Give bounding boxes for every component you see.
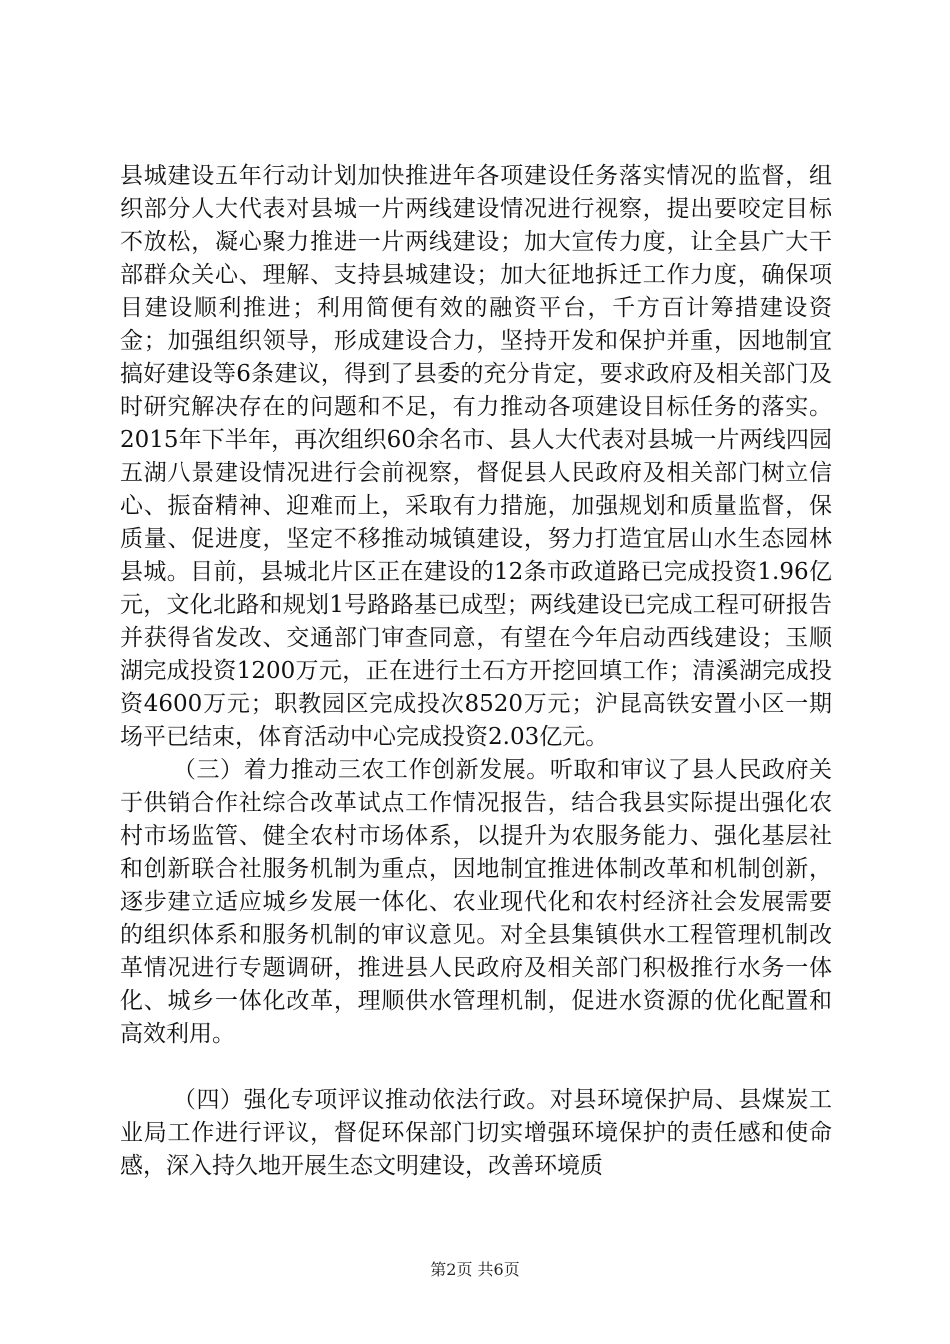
paragraph-section-three: （三）着力推动三农工作创新发展。听取和审议了县人民政府关于供销合作社综合改革试点工作情况报告，结合我县实际提出强化农村市场监管、健全农村市场体系，以提升为农服务能力、强化基层社和创新联合社服务机制为重点，因地制宜推进体制改革和机制创新，逐步建立适应城乡发展一体化、农业现代化和农村经济社会发展需要的组织体系和服务机制的审议意见。对全县集镇供水工程管理机制改革情况进行专题调研，推进县人民政府及相关部门积极推行水务一体化、城乡一体化改革，理顺供水管理机制，促进水资源的优化配置和高效利用。 [120,757,832,1047]
paragraph-urban-construction: 县城建设五年行动计划加快推进年各项建设任务落实情况的监督，组织部分人大代表对县城一片两线建设情况进行视察，提出要咬定目标不放松，凝心聚力推进一片两线建设；加大宣传力度，让全县广大干部群众关心、理解、支持县城建设；加大征地拆迁工作力度，确保项目建设顺利推进；利用简便有效的融资平台，千方百计筹措建设资金；加强组织领导，形成建设合力，坚持开发和保护并重，因地制宜搞好建设等6条建议，得到了县委的充分肯定，要求政府及相关部门及时研究解决存在的问题和不足，有力推动各项建设目标任务的落实。2015年下半年，再次组织60余名市、县人大代表对县城一片两线四园五湖八景建设情况进行会前视察，督促县人民政府及相关部门树立信心、振奋精神、迎难而上，采取有力措施，加强规划和质量监督，保质量、促进度，坚定不移推动城镇建设，努力打造宜居山水生态园林县城。目前，县城北片区正在建设的12条市政道路已完成投资1.96亿元，文化北路和规划1号路路基已成型；两线建设已完成工程可研报告并获得省发改、交通部门审查同意，有望在今年启动西线建设；玉顺湖完成投资1200万元，正在进行土石方开挖回填工作；清溪湖完成投资4600万元；职教园区完成投次8520万元；沪昆高铁安置小区一期场平已结束，体育活动中心完成投资2.03亿元。 [120,163,832,750]
paragraph-section-four: （四）强化专项评议推动依法行政。对县环境保护局、县煤炭工业局工作进行评议，督促环保部门切实增强环境保护的责任感和使命感，深入持久地开展生态文明建设，改善环境质 [120,1087,832,1179]
page-number-footer: 第2页 共6页 [430,1260,520,1279]
document-body [120,150,832,1183]
